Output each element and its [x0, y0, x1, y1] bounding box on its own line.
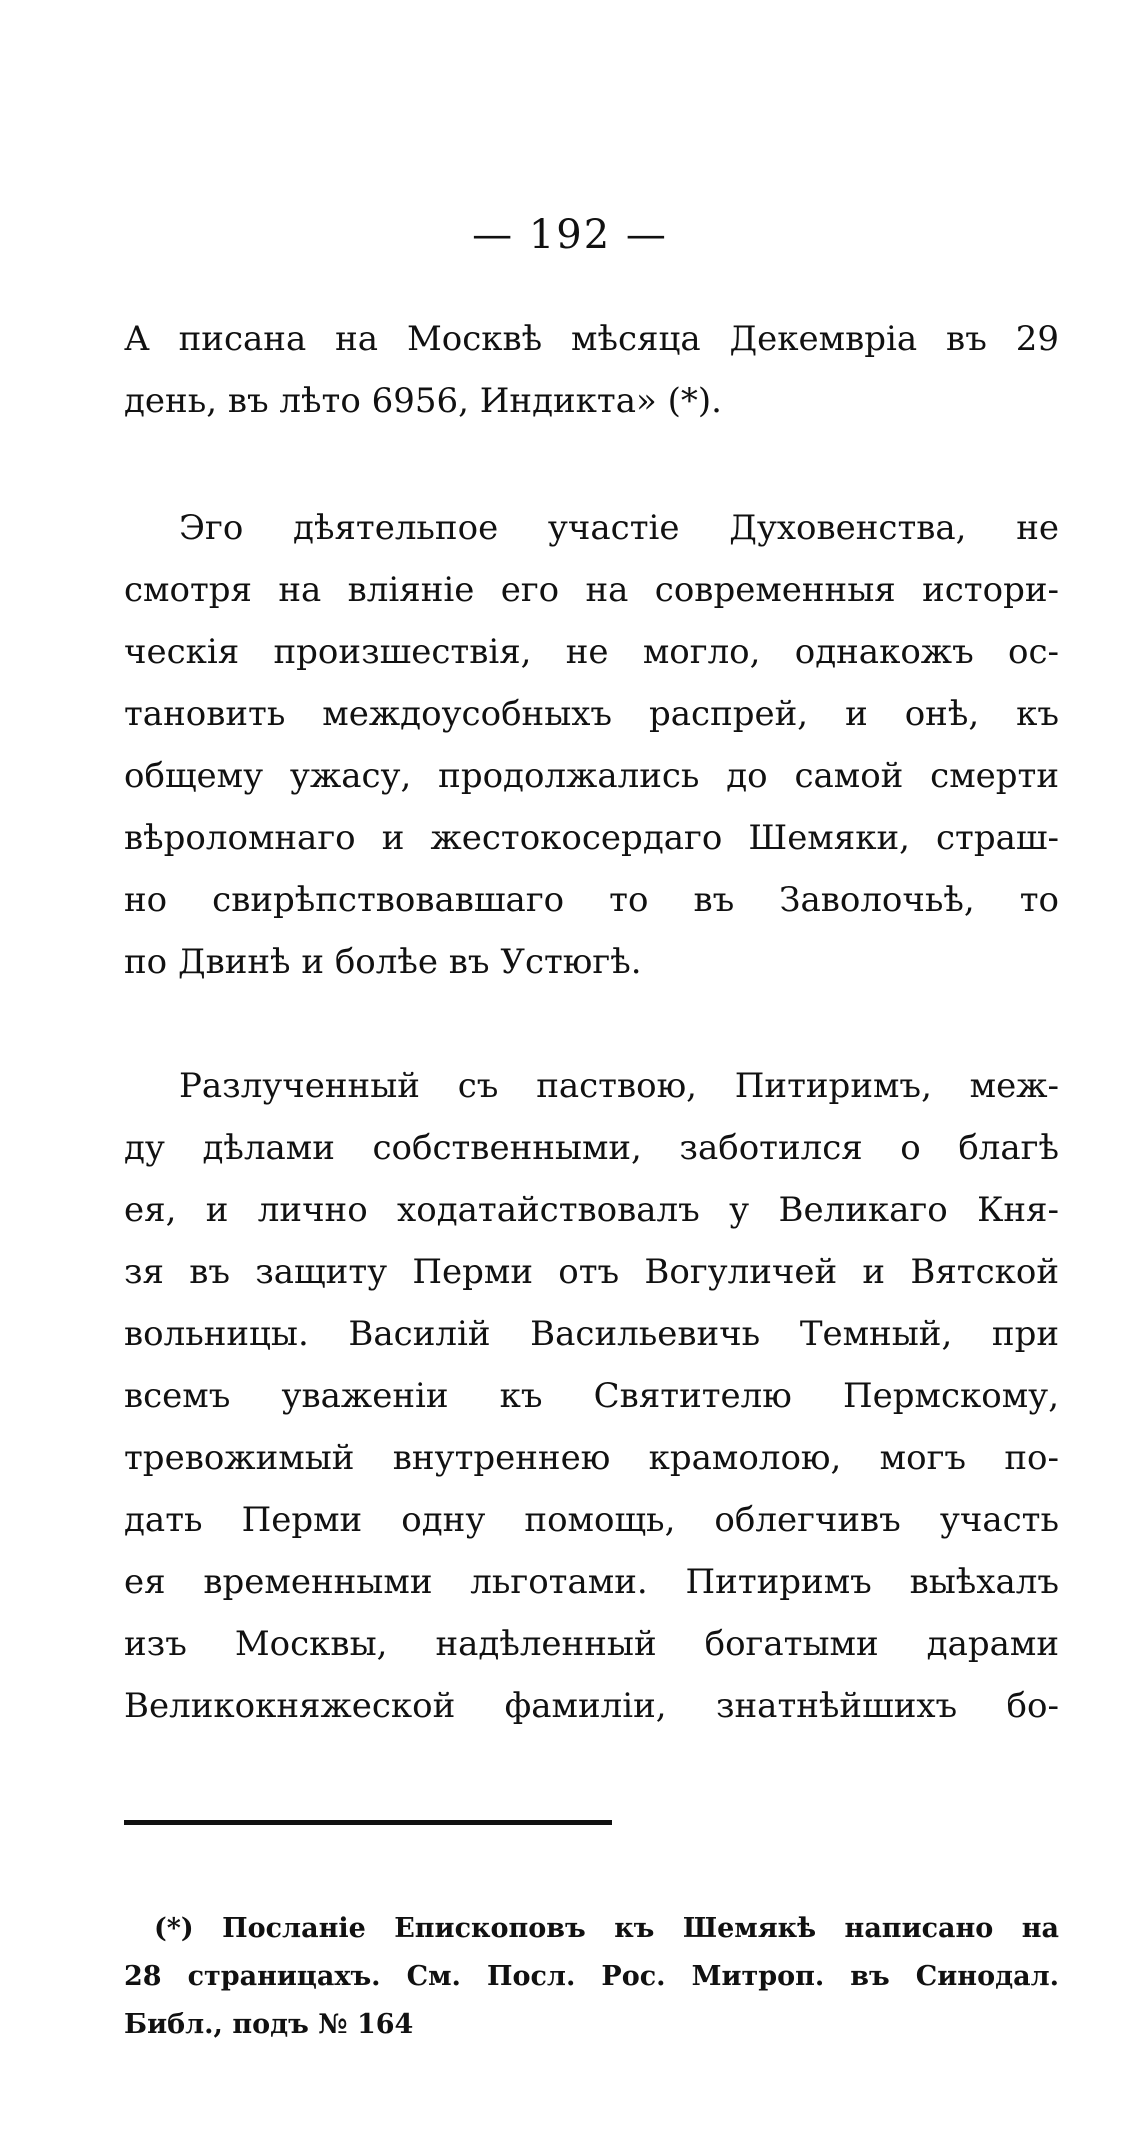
- paragraph-line: ея, и лично ходатайствовалъ у Великаго Кня-: [124, 1190, 1059, 1230]
- paragraph-line: Разлученный съ паствою, Питиримъ, меж-: [179, 1066, 1059, 1106]
- paragraph-line: Эго дѣятельпое участіе Духовенства, не: [179, 508, 1059, 548]
- paragraph-line: дать Перми одну помощь, облегчивъ участь: [124, 1500, 1059, 1540]
- page-number: — 192 —: [472, 212, 668, 258]
- paragraph-line: зя въ защиту Перми отъ Вогуличей и Вятской: [124, 1252, 1059, 1292]
- paragraph-line: ея временными льготами. Питиримъ выѣхалъ: [124, 1562, 1059, 1602]
- paragraph-line: ду дѣлами собственными, заботился о благѣ: [124, 1128, 1059, 1168]
- paragraph-line: ческія произшествія, не могло, однакожъ ос-: [124, 632, 1059, 672]
- paragraph-line: но свирѣпствовавшаго то въ Заволочьѣ, то: [124, 880, 1059, 920]
- paragraph-line: вѣроломнаго и жестокосердаго Шемяки, страш-: [124, 818, 1059, 858]
- paragraph-line: тановить междоусобныхъ распрей, и онѣ, къ: [124, 694, 1059, 734]
- paragraph-line: общему ужасу, продолжались до самой смерти: [124, 756, 1059, 796]
- paragraph-line: Великокняжеской фамиліи, знатнѣйшихъ бо-: [124, 1686, 1059, 1726]
- paragraph-line: тревожимый внутреннею крамолою, могъ по-: [124, 1438, 1059, 1478]
- paragraph-3: [124, 1055, 1059, 1737]
- paragraph-line: смотря на вліяніе его на современныя истори-: [124, 570, 1059, 610]
- footnote-line: Библ., подъ № 164: [124, 2009, 414, 2040]
- paragraph-line: день, въ лѣто 6956, Индикта» (*).: [124, 381, 722, 421]
- footnote-divider: [124, 1820, 612, 1825]
- paragraph-line: вольницы. Василій Васильевичь Темный, при: [124, 1314, 1059, 1354]
- paragraph-line: изъ Москвы, надѣленный богатыми дарами: [124, 1624, 1059, 1664]
- paragraph-1: [124, 308, 1059, 432]
- paragraph-line: всемъ уваженіи къ Святителю Пермскому,: [124, 1376, 1059, 1416]
- footnote-line: 28 страницахъ. См. Посл. Рос. Митроп. въ Синодал.: [124, 1961, 1059, 1992]
- footnote-line: (*) Посланіе Епископовъ къ Шемякѣ написано на: [154, 1913, 1059, 1944]
- footnote: [124, 1905, 1059, 2049]
- paragraph-2: [124, 497, 1059, 993]
- paragraph-line: А писана на Москвѣ мѣсяца Декемвріа въ 29: [124, 319, 1059, 359]
- paragraph-line: по Двинѣ и болѣе въ Устюгѣ.: [124, 942, 642, 982]
